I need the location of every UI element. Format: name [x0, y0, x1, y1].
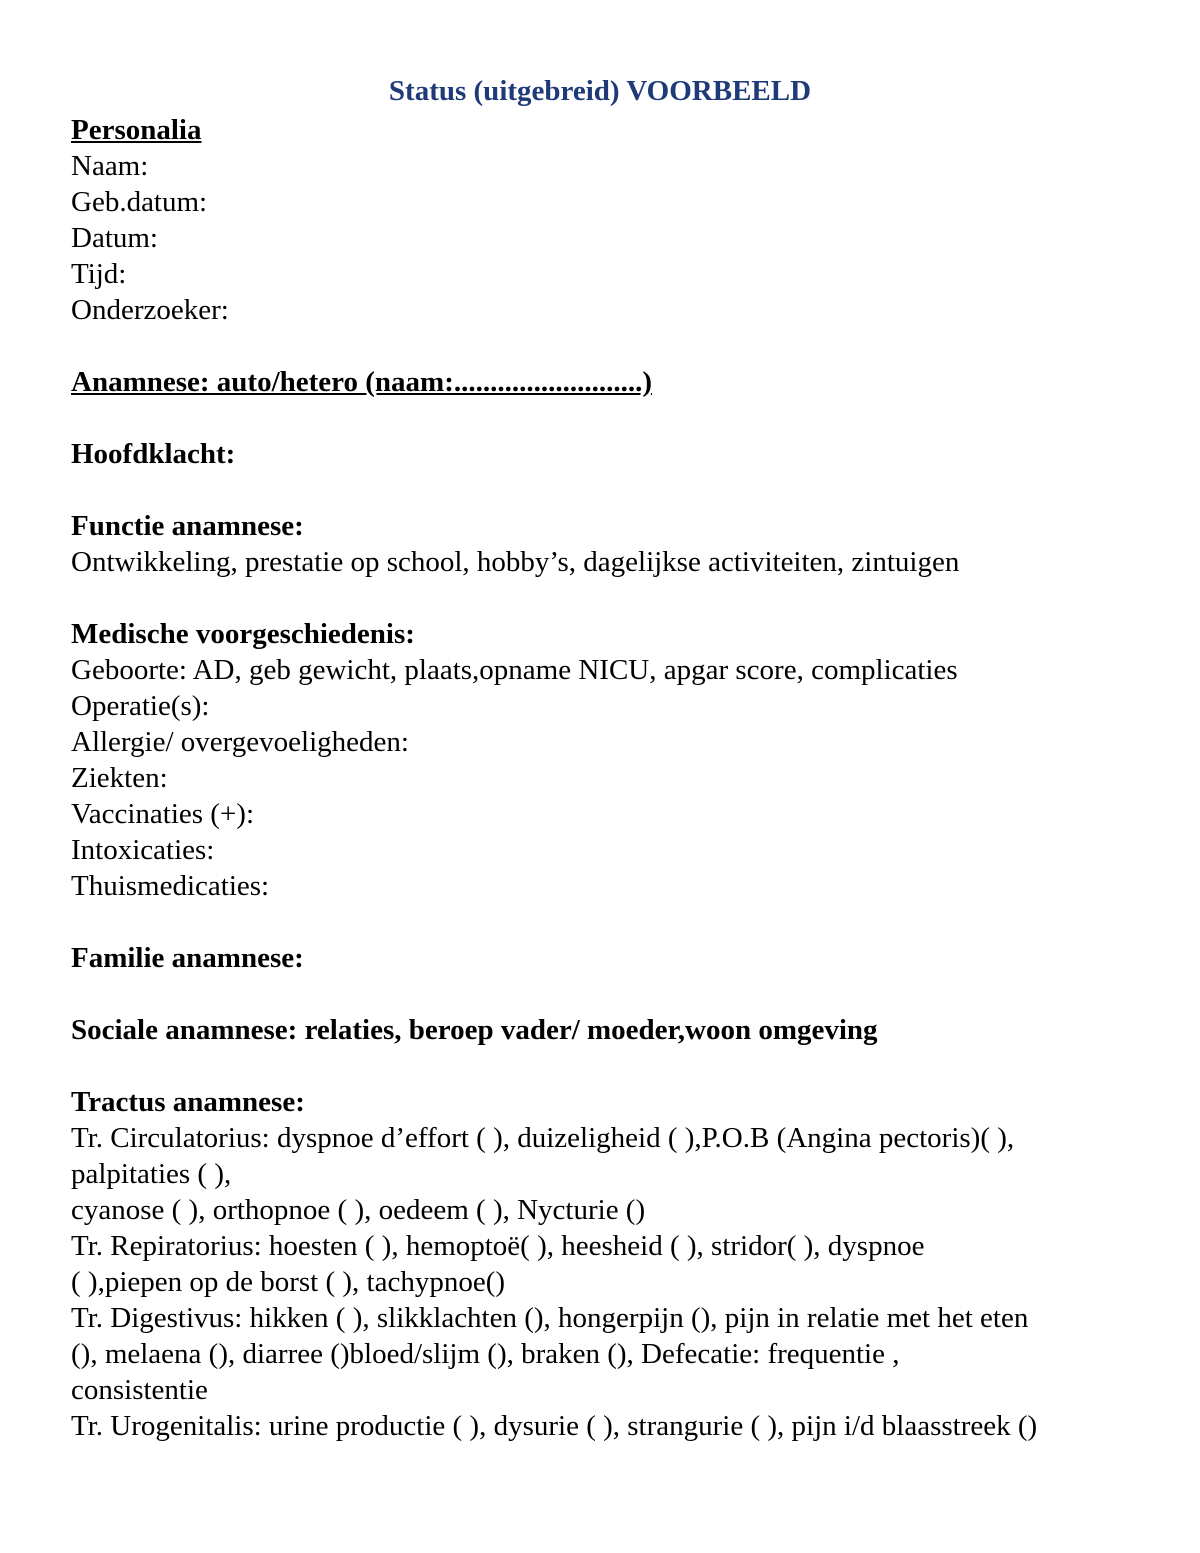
hoofdklacht-heading: Hoofdklacht:	[71, 438, 236, 470]
field-naam: Naam:	[71, 150, 149, 182]
tractus-line: (), melaena (), diarree ()bloed/slijm (), braken (), Defecatie: frequentie ,	[71, 1338, 900, 1370]
tractus-line: consistentie	[71, 1374, 208, 1406]
field-ziekten: Ziekten:	[71, 762, 168, 794]
spacer	[71, 976, 1151, 1012]
field-vaccinaties: Vaccinaties (+):	[71, 798, 255, 830]
document-body	[71, 112, 1151, 1444]
functie-anamnese-text: Ontwikkeling, prestatie op school, hobby’s, dagelijkse activiteiten, zintuigen	[71, 546, 960, 578]
field-thuismedicaties: Thuismedicaties:	[71, 870, 270, 902]
medische-voorgeschiedenis-heading: Medische voorgeschiedenis:	[71, 618, 415, 650]
spacer	[71, 1048, 1151, 1084]
spacer	[71, 472, 1151, 508]
spacer	[71, 904, 1151, 940]
field-onderzoeker: Onderzoeker:	[71, 294, 229, 326]
functie-anamnese-heading: Functie anamnese:	[71, 510, 304, 542]
tractus-line: ( ),piepen op de borst ( ), tachypnoe()	[71, 1266, 506, 1298]
field-allergie: Allergie/ overgevoeligheden:	[71, 726, 409, 758]
spacer	[71, 328, 1151, 364]
field-geb-datum: Geb.datum:	[71, 186, 208, 218]
tractus-line: Tr. Urogenitalis: urine productie ( ), dysurie ( ), strangurie ( ), pijn i/d blaasstreek ()	[71, 1410, 1038, 1442]
spacer	[71, 400, 1151, 436]
field-geboorte: Geboorte: AD, geb gewicht, plaats,opname NICU, apgar score, complicaties	[71, 654, 958, 686]
tractus-line: Tr. Digestivus: hikken ( ), slikklachten (), hongerpijn (), pijn in relatie met het eten	[71, 1302, 1029, 1334]
tractus-line: palpitaties ( ),	[71, 1158, 232, 1190]
tractus-anamnese-heading: Tractus anamnese:	[71, 1086, 305, 1118]
field-intoxicaties: Intoxicaties:	[71, 834, 215, 866]
sociale-anamnese-heading: Sociale anamnese: relaties, beroep vader/ moeder,woon omgeving	[71, 1014, 878, 1046]
personalia-heading: Personalia	[71, 114, 202, 146]
tractus-line: cyanose ( ), orthopnoe ( ), oedeem ( ), Nycturie ()	[71, 1194, 646, 1226]
tractus-line: Tr. Repiratorius: hoesten ( ), hemoptoë( ), heesheid ( ), stridor( ), dyspnoe	[71, 1230, 925, 1262]
tractus-line: Tr. Circulatorius: dyspnoe d’effort ( ), duizeligheid ( ),P.O.B (Angina pectoris)( ),	[71, 1122, 1015, 1154]
anamnese-heading: Anamnese: auto/hetero (naam:..........................)	[71, 366, 653, 398]
spacer	[71, 580, 1151, 616]
field-operaties: Operatie(s):	[71, 690, 210, 722]
field-datum: Datum:	[71, 222, 158, 254]
familie-anamnese-heading: Familie anamnese:	[71, 942, 304, 974]
page-title: Status (uitgebreid) VOORBEELD	[388, 75, 812, 107]
field-tijd: Tijd:	[71, 258, 127, 290]
